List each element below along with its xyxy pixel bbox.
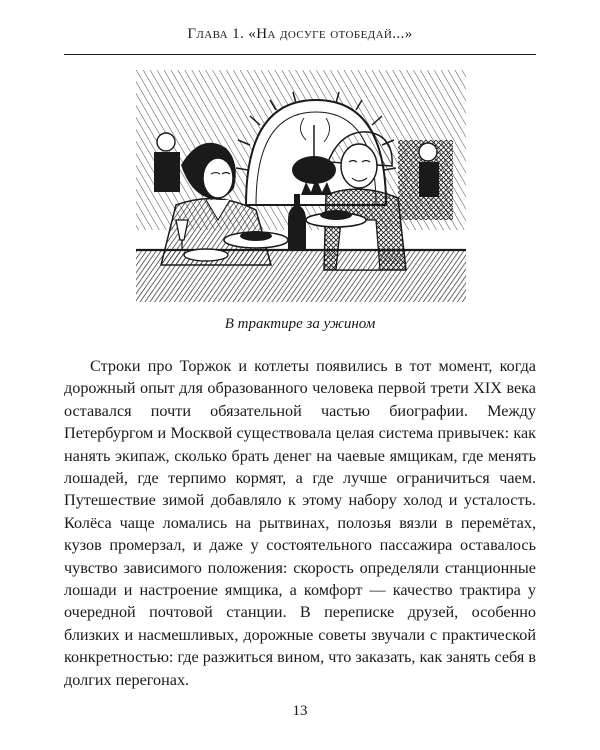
tavern-dinner-engraving-icon <box>136 70 466 302</box>
body-paragraph: Строки про Торжок и котлеты появились в тот момент, когда дорожный опыт для образованного человека первой трети XIX века оставался почти обязательной частью биографии. Между Петербургом и Москвой существовала целая система привычек: как нанять экипаж, сколько брать денег на чаевые ямщикам, где менять лошадей, где терпимо кормят, а где лучше ограничиться чаем. Путешествие зимой добавляло к этому набору холод и усталость. Колёса чаще ломались на рытвинах, полозья вязли в перемётах, кузов промерзал, и даже у состоятельного пассажира оставалось чувство зависимого положения: скорость определяли станционные лошади и настроение ямщика, а комфорт — качество трактира у очередной почтовой станции. В переписке друзей, особенно близких и насмешливых, дорожные советы звучали с практической конкретностью: где разжиться вином, что заказать, как занять себя в долгих перегонах. <box>64 357 536 689</box>
header-rule <box>64 54 536 55</box>
page-number: 13 <box>292 703 308 719</box>
running-head: Глава 1. «На досуге отобедай...» <box>187 26 413 42</box>
illustration-caption: В трактире за ужином <box>224 316 376 332</box>
tavern-dinner-illustration <box>136 70 466 302</box>
